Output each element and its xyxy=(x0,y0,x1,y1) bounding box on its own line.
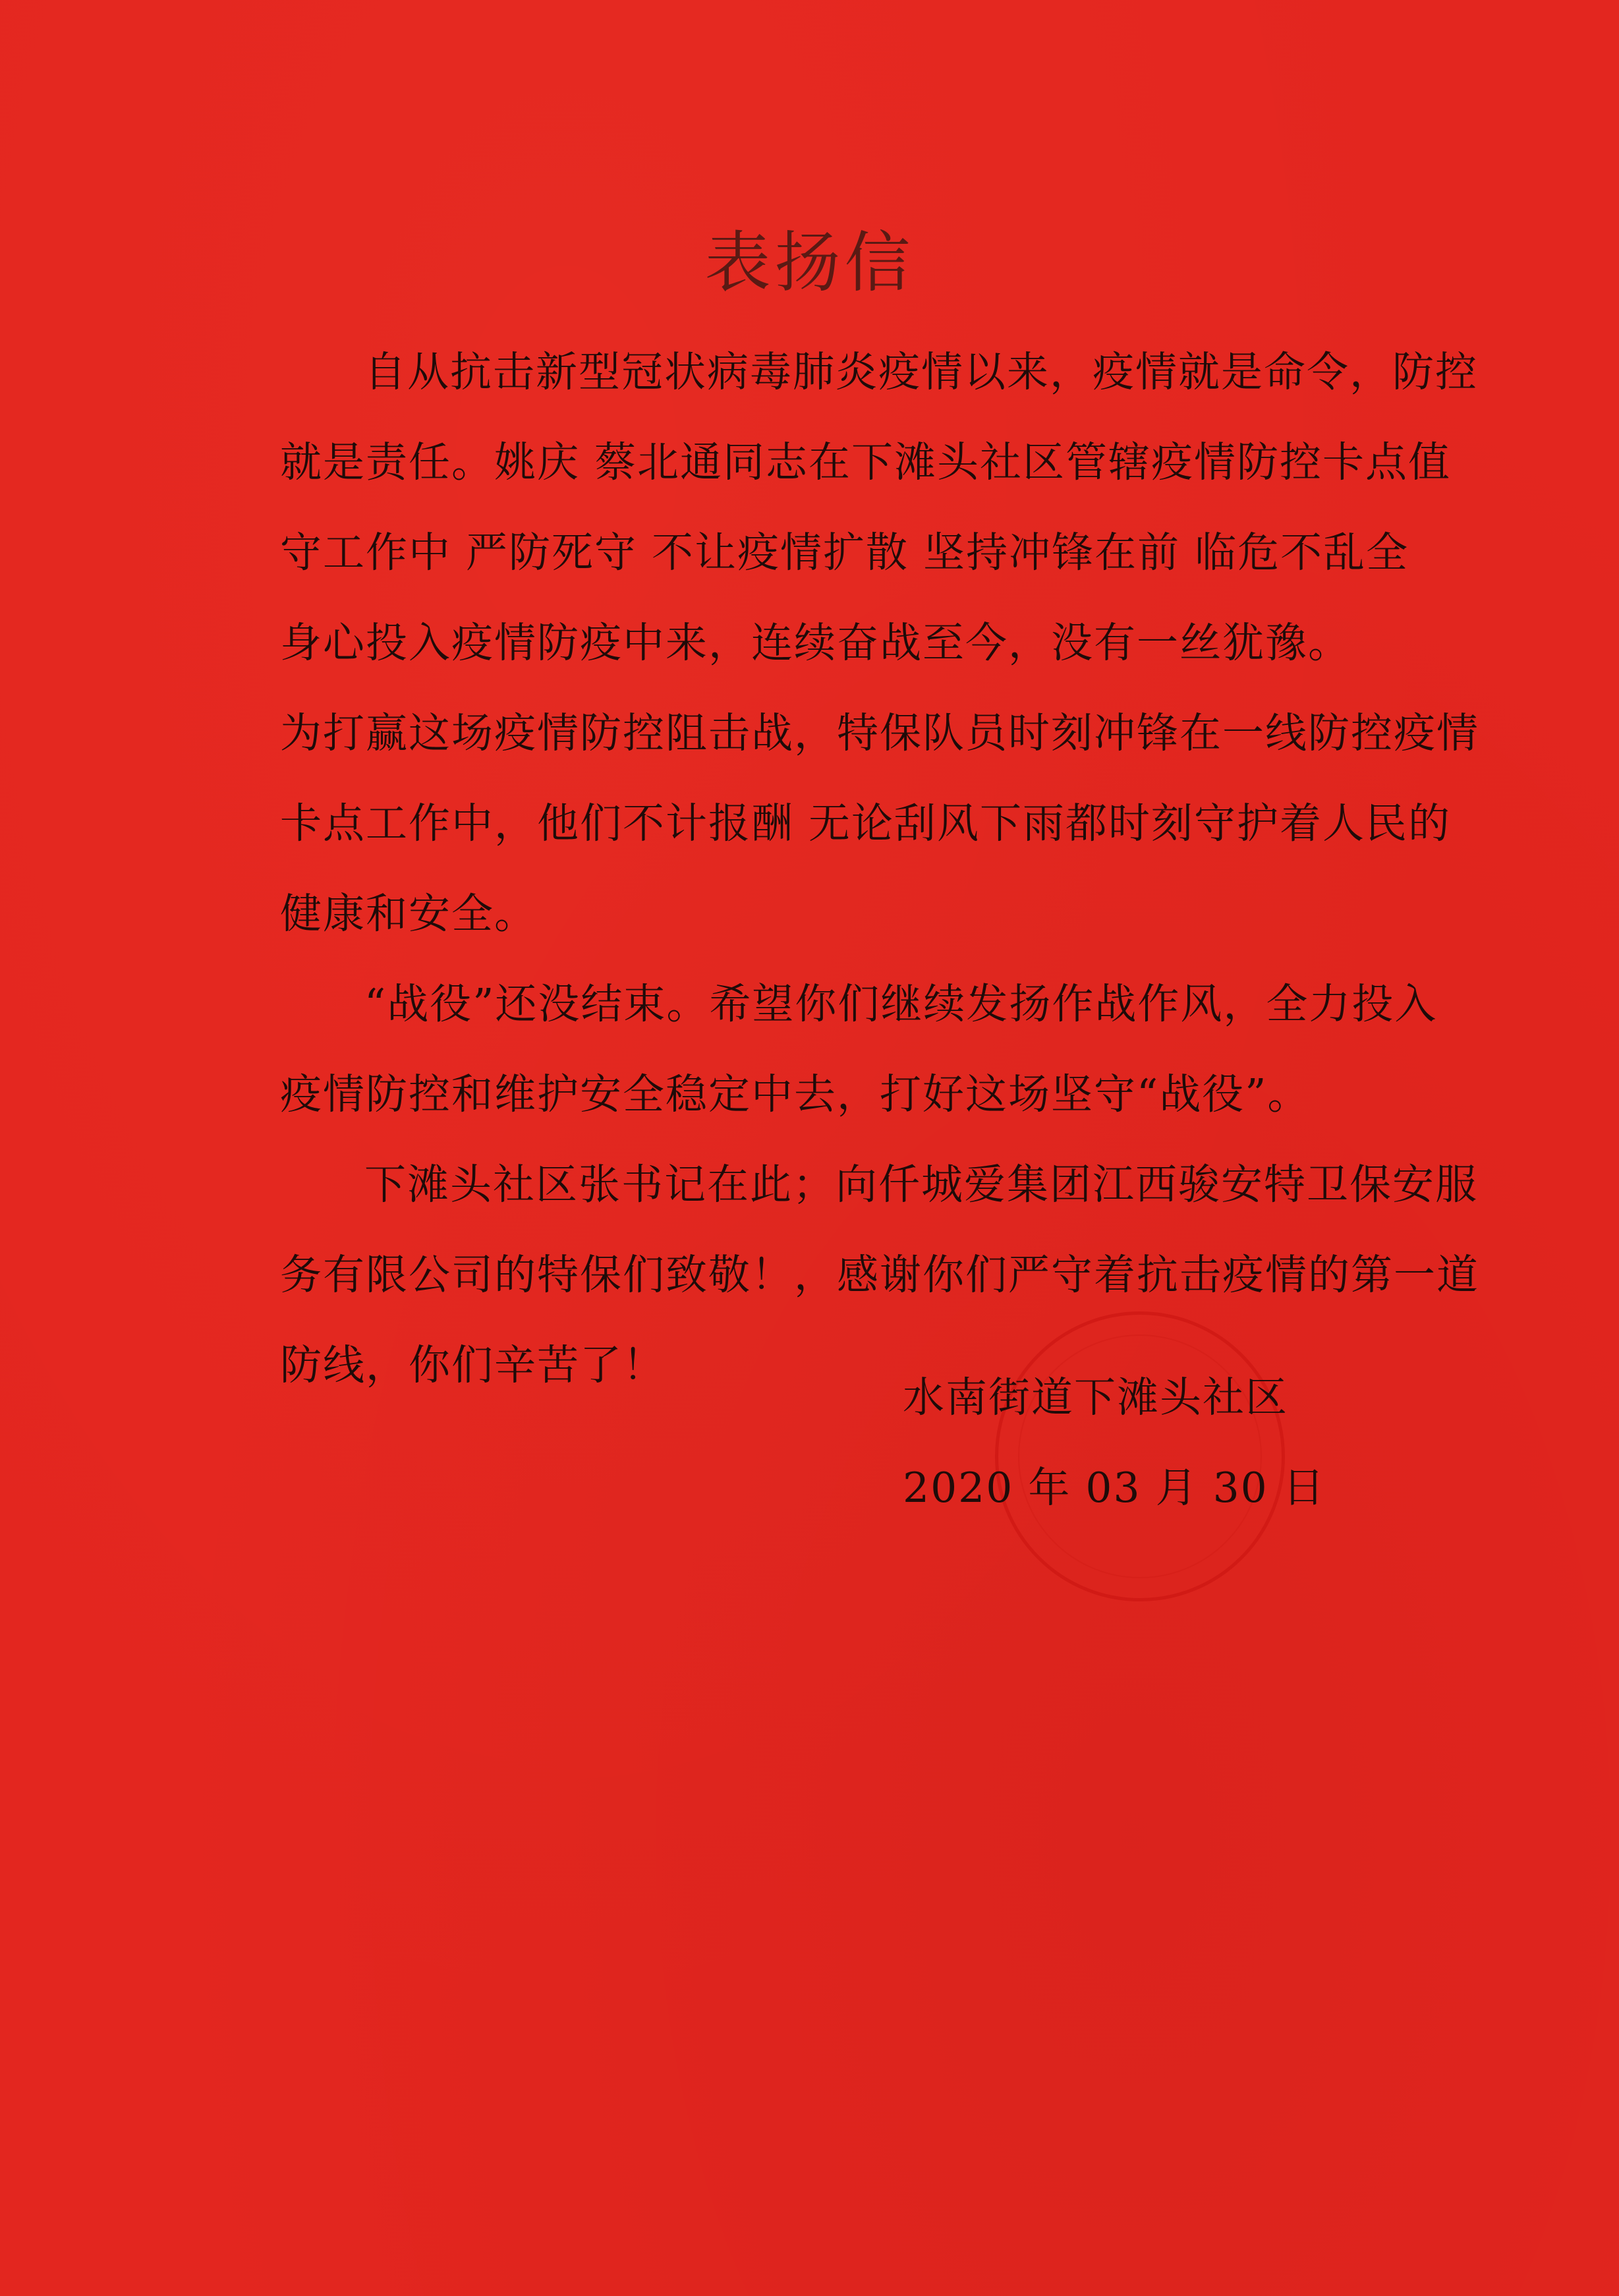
letter-body xyxy=(280,327,1479,1410)
letter-title: 表扬信 xyxy=(704,224,915,301)
body-line: 防线，你们辛苦了！ xyxy=(280,1341,666,1389)
body-line: 疫情防控和维护安全稳定中去，打好这场坚守“战役”。 xyxy=(280,1070,1311,1118)
body-line: 身心投入疫情防疫中来，连续奋战至今，没有一丝犹豫。 xyxy=(280,619,1351,667)
body-line: 下滩头社区张书记在此；向仟城爱集团江西骏安特卫保安服 xyxy=(364,1161,1478,1209)
body-line: 守工作中 严防死守 不让疫情扩散 坚持冲锋在前 临危不乱全 xyxy=(280,529,1409,577)
body-line: 为打赢这场疫情防控阻击战，特保队员时刻冲锋在一线防控疫情 xyxy=(280,709,1479,757)
signature-organization: 水南街道下滩头社区 xyxy=(903,1373,1288,1421)
body-line: “战役”还没结束。希望你们继续发扬作战作风，全力投入 xyxy=(364,980,1438,1028)
body-line: 务有限公司的特保们致敬！，感谢你们严守着抗击疫情的第一道 xyxy=(280,1251,1479,1299)
signature-block xyxy=(903,1352,1326,1533)
signature-date: 2020 年 03 月 30 日 xyxy=(903,1464,1326,1512)
body-line: 健康和安全。 xyxy=(280,890,537,938)
body-line: 卡点工作中，他们不计报酬 无论刮风下雨都时刻守护着人民的 xyxy=(280,799,1452,847)
body-line: 自从抗击新型冠状病毒肺炎疫情以来，疫情就是命令，防控 xyxy=(364,348,1478,396)
body-line: 就是责任。姚庆 蔡北通同志在下滩头社区管辖疫情防控卡点值 xyxy=(280,438,1452,486)
